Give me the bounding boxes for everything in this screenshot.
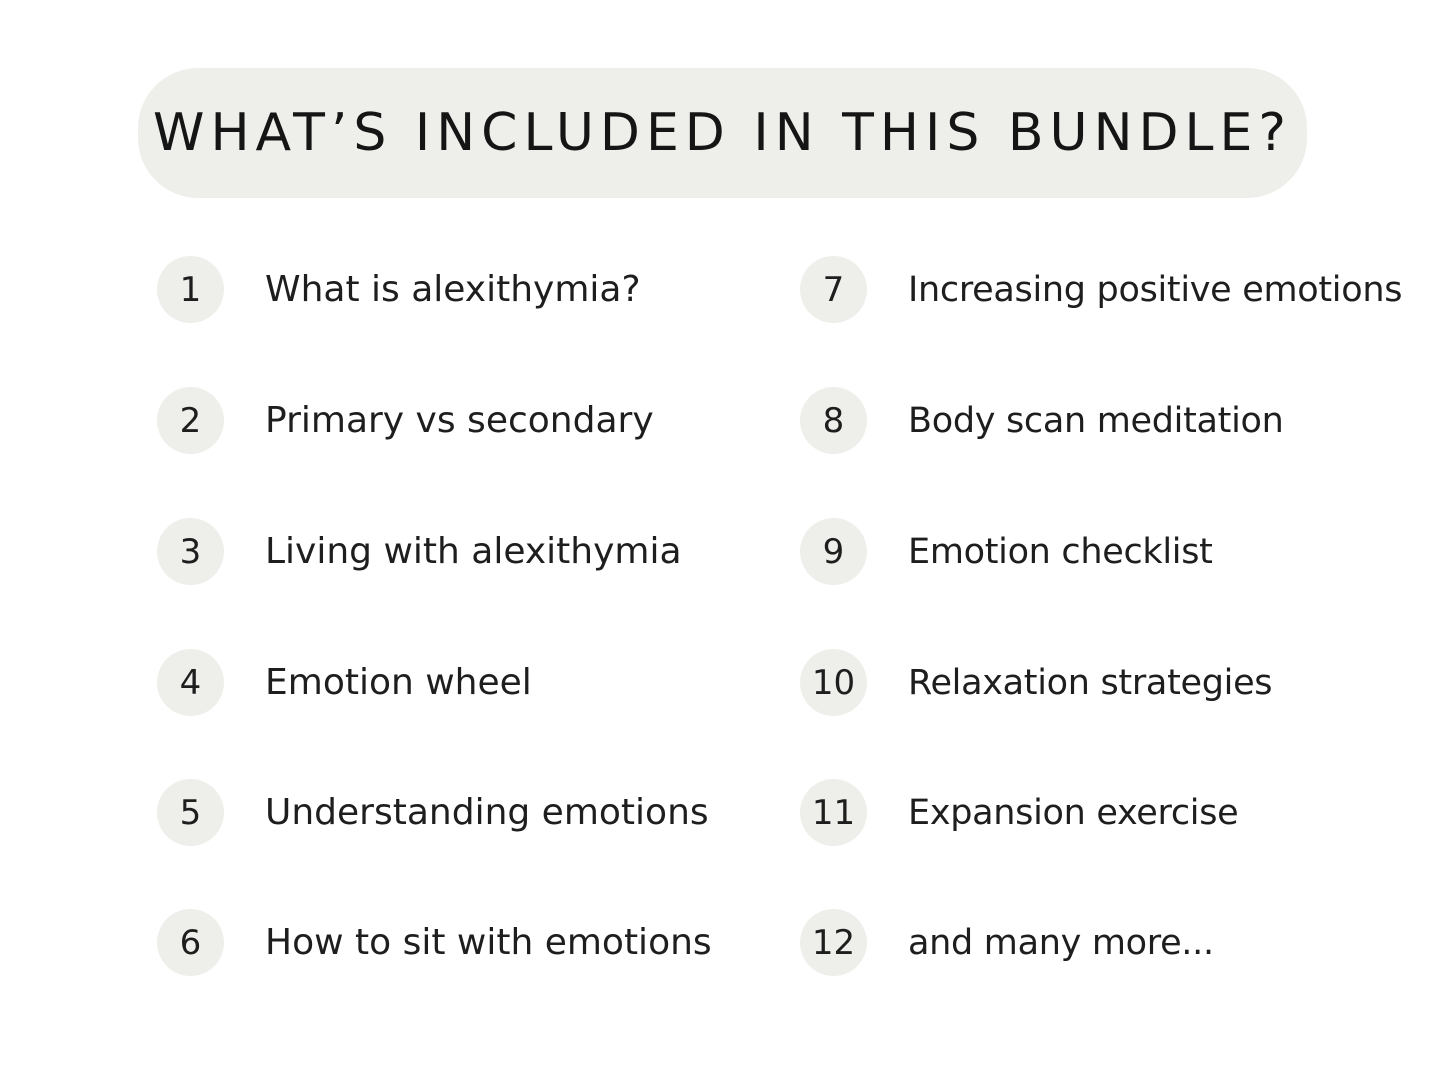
item-label: Primary vs secondary [265, 400, 654, 441]
item-number-badge: 3 [157, 518, 224, 585]
list-item [800, 649, 1272, 716]
item-number-badge: 7 [800, 256, 867, 323]
item-label: What is alexithymia? [265, 269, 641, 310]
item-number-badge: 12 [800, 909, 867, 976]
item-label: Emotion wheel [265, 662, 532, 703]
list-item [157, 256, 641, 323]
item-number-badge: 11 [800, 779, 867, 846]
list-item [800, 909, 1214, 976]
item-number-badge: 5 [157, 779, 224, 846]
item-number-badge: 9 [800, 518, 867, 585]
item-label: Body scan meditation [908, 400, 1284, 441]
item-label: Emotion checklist [908, 531, 1213, 572]
item-number-badge: 4 [157, 649, 224, 716]
item-number-badge: 10 [800, 649, 867, 716]
title-banner [138, 68, 1307, 198]
item-number-badge: 1 [157, 256, 224, 323]
list-item [800, 518, 1213, 585]
list-item [157, 779, 709, 846]
list-item [800, 387, 1284, 454]
list-item [157, 518, 682, 585]
item-label: Increasing positive emotions [908, 269, 1403, 310]
list-item [157, 649, 532, 716]
list-item [800, 779, 1238, 846]
item-label: and many more... [908, 922, 1214, 963]
item-label: Expansion exercise [908, 792, 1239, 833]
list-item [800, 256, 1402, 323]
item-label: Living with alexithymia [265, 531, 682, 572]
list-item [157, 387, 654, 454]
item-number-badge: 8 [800, 387, 867, 454]
list-item [157, 909, 712, 976]
page-title: WHAT’S INCLUDED IN THIS BUNDLE? [153, 103, 1292, 163]
item-label: Relaxation strategies [908, 662, 1273, 703]
item-label: How to sit with emotions [265, 922, 712, 963]
item-number-badge: 6 [157, 909, 224, 976]
item-label: Understanding emotions [265, 792, 709, 833]
item-number-badge: 2 [157, 387, 224, 454]
